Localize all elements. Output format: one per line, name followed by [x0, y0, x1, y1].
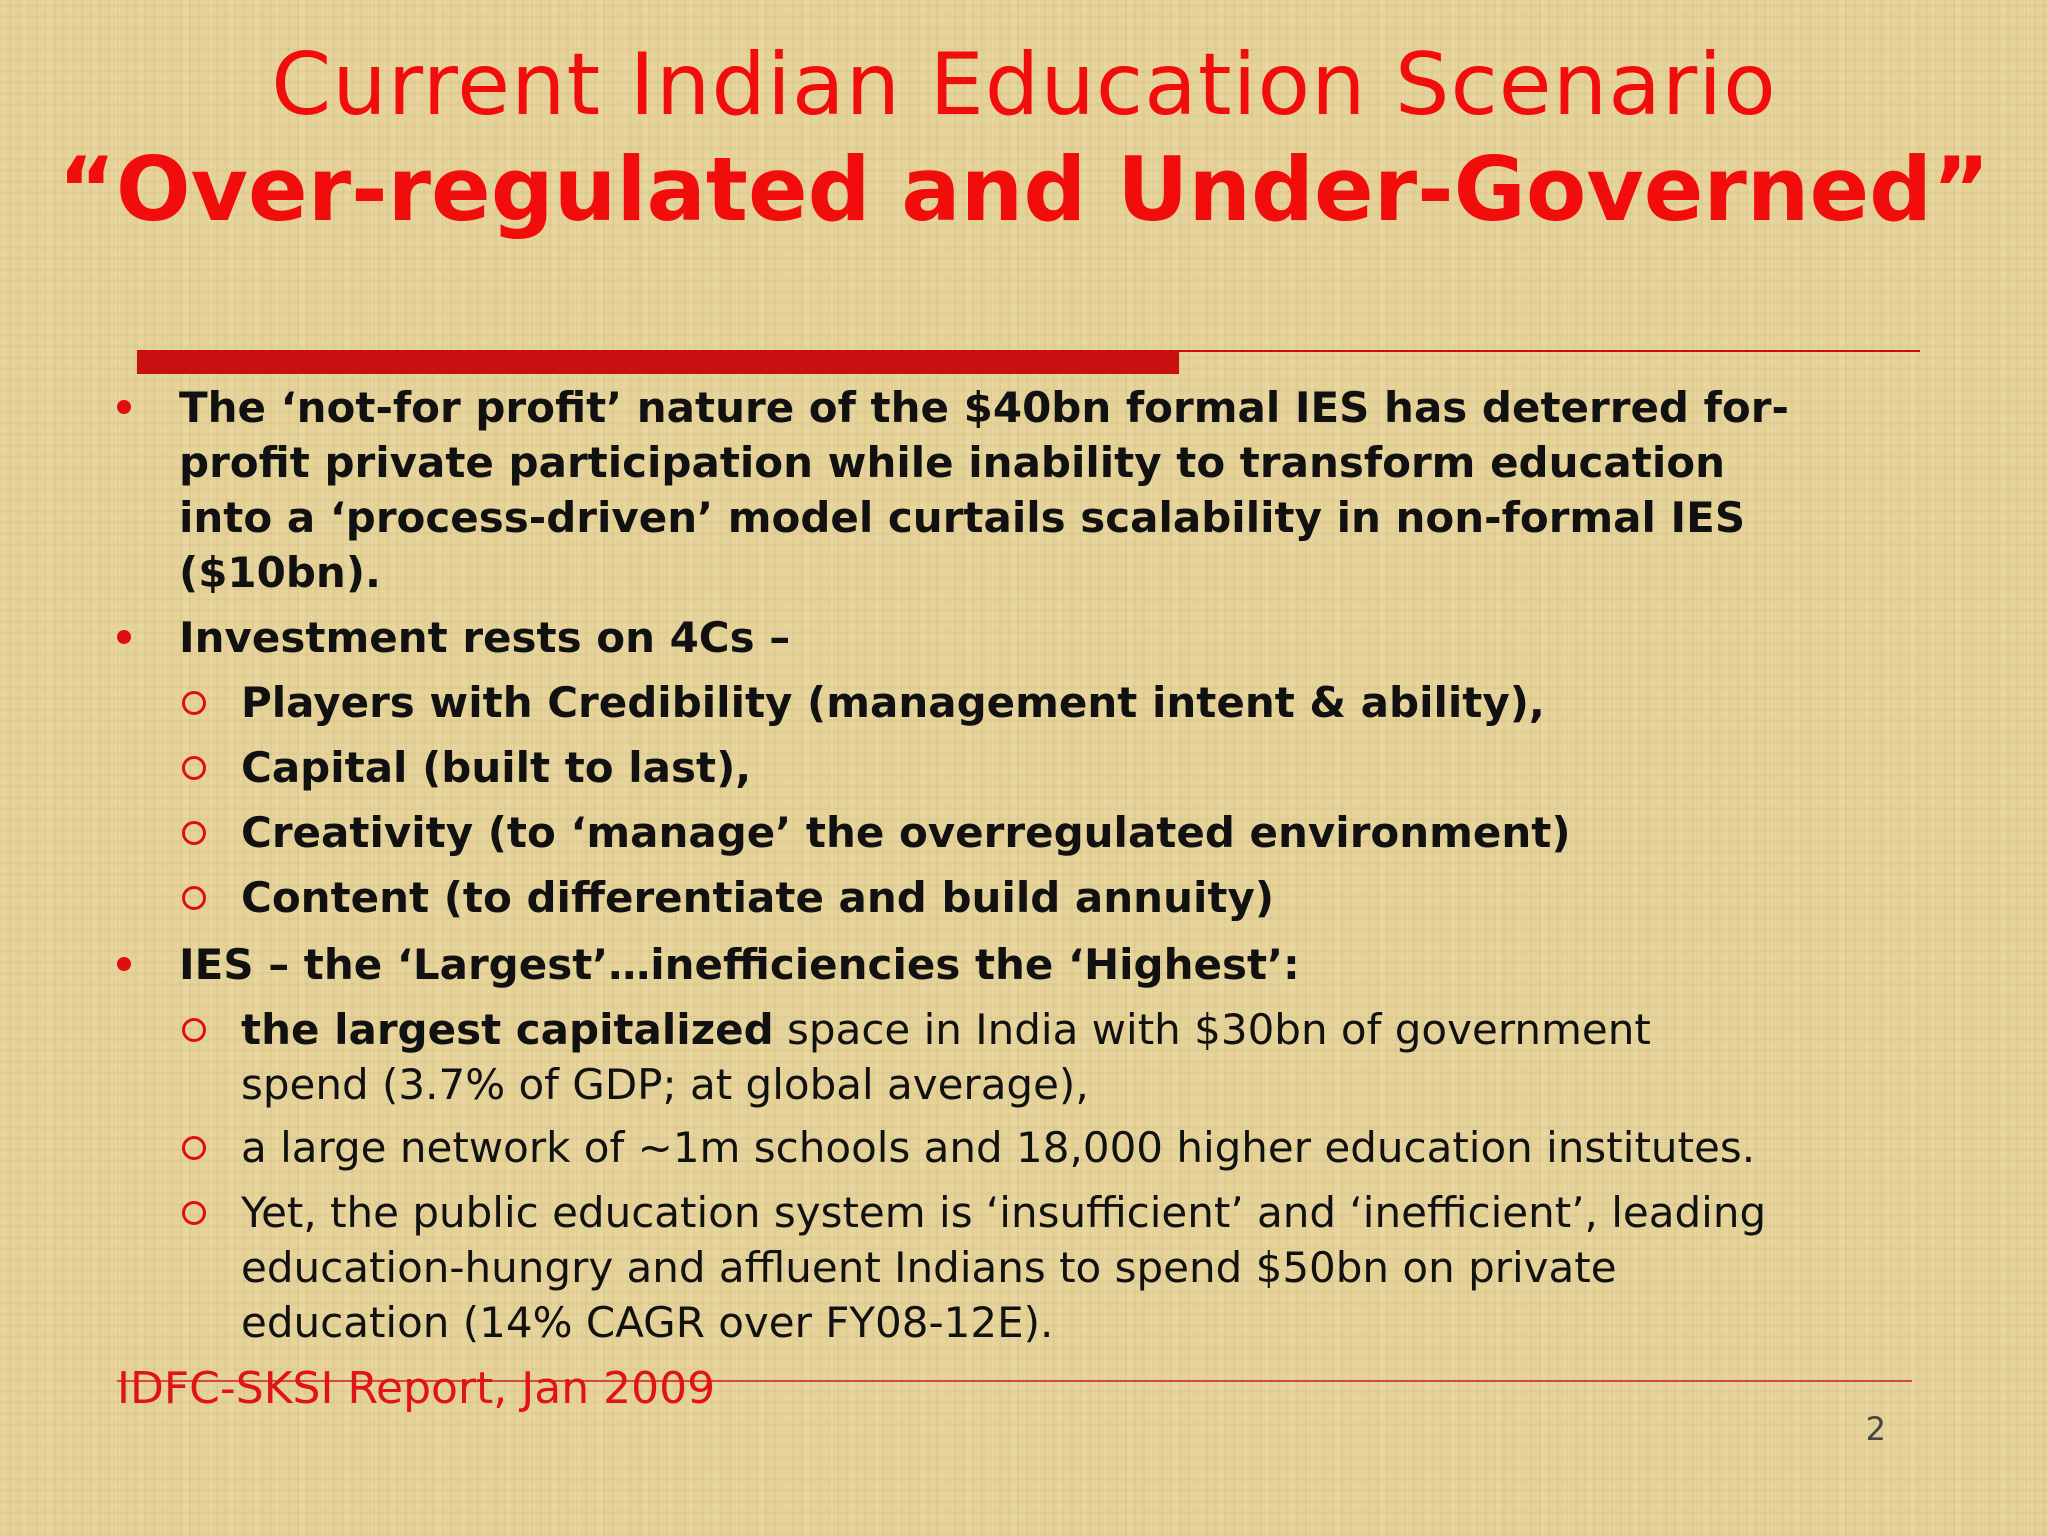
bullet-item-1-line-2: profit private participation while inability to transform education [179, 438, 1725, 487]
sub-item-credibility: Players with Credibility (management intent & ability), [241, 678, 1545, 727]
sub-item-network: a large network of ~1m schools and 18,000 higher education institutes. [241, 1123, 1756, 1172]
sub-item-public-system [241, 1185, 1766, 1350]
sub-item-line-3: education (14% CAGR over FY08-12E). [241, 1298, 1054, 1347]
source-citation: IDFC-SKSI Report, Jan 2009 [117, 1363, 716, 1414]
ring-bullet-icon [182, 821, 206, 845]
bullet-item-1 [179, 380, 1789, 600]
sub-item-text-line-2: spend (3.7% of GDP; at global average), [241, 1060, 1089, 1109]
slide-title: Current Indian Education Scenario [271, 35, 1777, 135]
ring-bullet-icon [182, 1201, 206, 1225]
sub-item-creativity: Creativity (to ‘manage’ the overregulated environment) [241, 808, 1571, 857]
bullet-item-1-line-4: ($10bn). [179, 548, 381, 597]
bullet-item-2: Investment rests on 4Cs – [179, 613, 791, 662]
ring-bullet-icon [182, 1018, 206, 1042]
bullet-item-3: IES – the ‘Largest’…inefficiencies the ‘Highest’: [179, 940, 1300, 989]
bullet-dot-icon [117, 630, 131, 644]
ring-bullet-icon [182, 756, 206, 780]
slide-subtitle: “Over-regulated and Under-Governed” [58, 138, 1990, 241]
page-number: 2 [1865, 1410, 1886, 1448]
sub-item-line-1: Yet, the public education system is ‘insufficient’ and ‘inefficient’, leading [241, 1188, 1767, 1237]
sub-item-text: space in India with $30bn of government [773, 1005, 1651, 1054]
sub-item-line-2: education-hungry and affluent Indians to spend $50bn on private [241, 1243, 1617, 1292]
bullet-item-1-line-1: The ‘not-for profit’ nature of the $40bn formal IES has deterred for- [179, 383, 1789, 432]
ring-bullet-icon [182, 691, 206, 715]
ring-bullet-icon [182, 1136, 206, 1160]
sub-item-largest-capitalized [241, 1002, 1651, 1112]
sub-item-emphasis: the largest capitalized [241, 1005, 774, 1054]
sub-item-content: Content (to differentiate and build annuity) [241, 873, 1275, 922]
bullet-dot-icon [117, 400, 131, 414]
bullet-dot-icon [117, 957, 131, 971]
sub-item-capital: Capital (built to last), [241, 743, 752, 792]
ring-bullet-icon [182, 886, 206, 910]
bullet-item-1-line-3: into a ‘process-driven’ model curtails scalability in non-formal IES [179, 493, 1746, 542]
